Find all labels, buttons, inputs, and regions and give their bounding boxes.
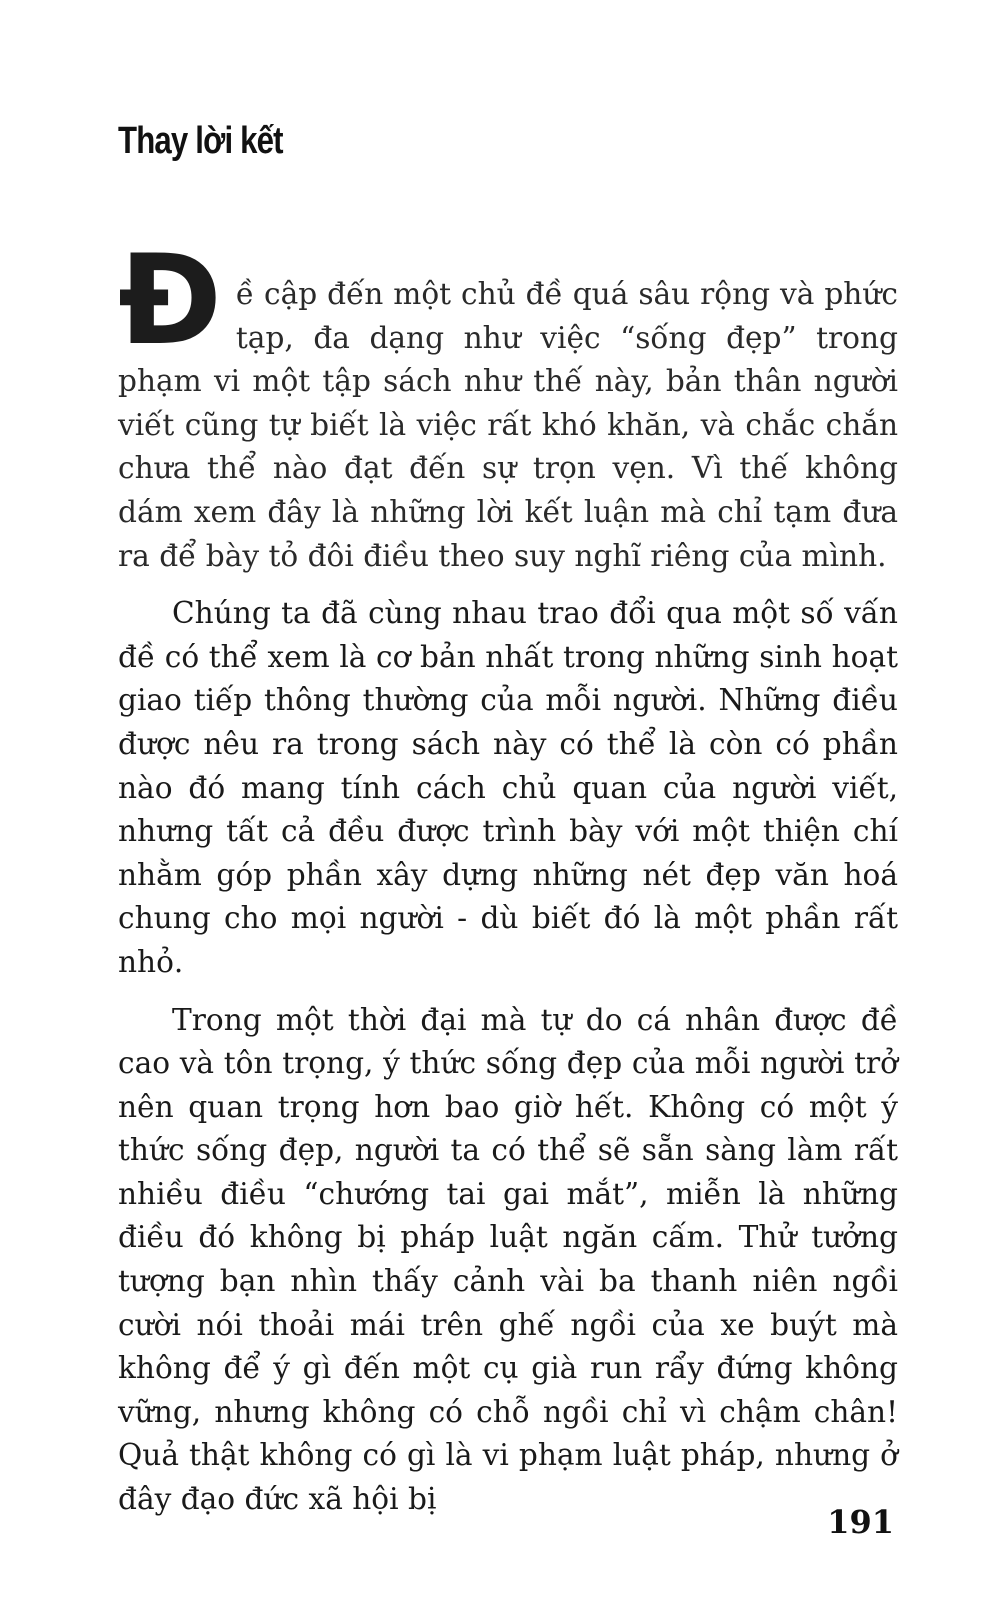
opening-paragraph-text: ề cập đến một chủ đề quá sâu rộng và phức tạp, đa dạng như việc “sống đẹp” trong phạm vi một tập sách như thế này, bản thân người viết cũng tự biết là việc rất khó khăn, và chắc chắn chưa thể nào đạt đến sự trọn vẹn. Vì thế không dám xem đây là những lời kết luận mà chỉ tạm đưa ra để bày tỏ đôi điều theo suy nghĩ riêng của mình. bbox=[118, 277, 898, 573]
body-text bbox=[118, 229, 898, 1541]
drop-cap: Đ bbox=[118, 229, 222, 373]
page-number: 191 bbox=[827, 1503, 894, 1541]
paragraph: Chúng ta đã cùng nhau trao đổi qua một số vấn đề có thể xem là cơ bản nhất trong những sinh hoạt giao tiếp thông thường của mỗi người. Những điều được nêu ra trong sách này có thể là còn có phần nào đó mang tính cách chủ quan của người viết, nhưng tất cả đều được trình bày với một thiện chí nhằm góp phần xây dựng những nét đẹp văn hoá chung cho mọi người - dù biết đó là một phần rất nhỏ. bbox=[118, 596, 898, 979]
opening-paragraph bbox=[118, 229, 898, 578]
chapter-heading: Thay lời kết bbox=[118, 120, 283, 162]
paragraph: Trong một thời đại mà tự do cá nhân được đề cao và tôn trọng, ý thức sống đẹp của mỗi người trở nên quan trọng hơn bao giờ hết. Không có một ý thức sống đẹp, người ta có thể sẽ sẵn sàng làm rất nhiều điều “chướng tai gai mắt”, miễn là những điều đó không bị pháp luật ngăn cấm. Thử tưởng tượng bạn nhìn thấy cảnh vài ba thanh niên ngồi cười nói thoải mái trên ghế ngồi của xe buýt mà không để ý gì đến một cụ già run rẩy đứng không vững, nhưng không có chỗ ngồi chỉ vì chậm chân! Quả thật không có gì là vi phạm luật pháp, nhưng ở đây đạo đức xã hội bị bbox=[118, 1002, 898, 1517]
